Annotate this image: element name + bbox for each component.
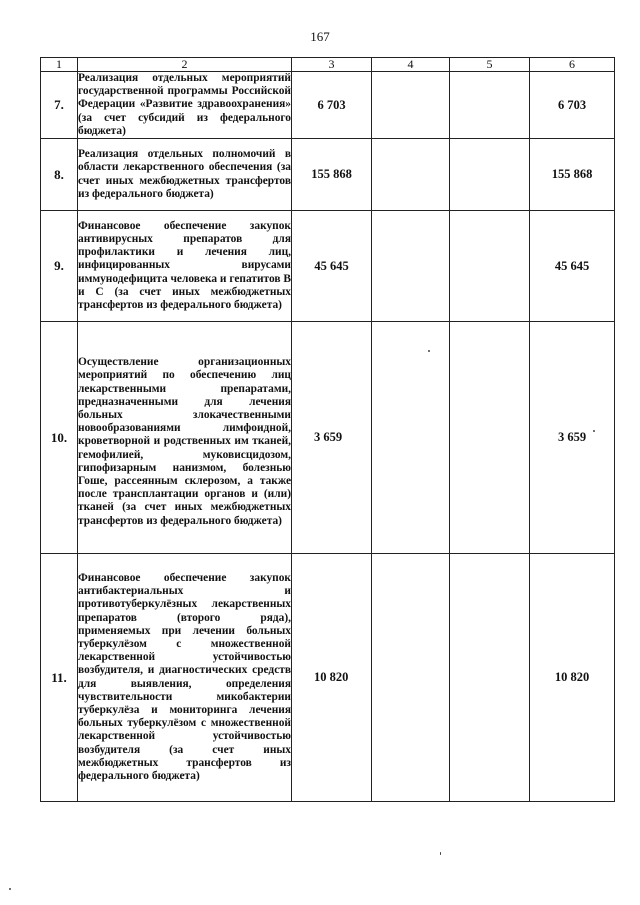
row-value-col5 [450, 72, 530, 139]
scan-speck [440, 852, 441, 855]
column-header-2: 2 [78, 58, 292, 72]
column-header-5: 5 [450, 58, 530, 72]
row-value-col5 [450, 211, 530, 322]
table-row [41, 211, 615, 322]
row-value-col5 [450, 554, 530, 802]
table-header-row [41, 58, 615, 72]
row-description: Финансовое обеспечение закупок антивирусных препаратов для профилактики и лечения лиц, инфицированных вирусами иммунодефицита человека и гепатитов В и С (за счет иных межбюджетных трансфертов из федерального бюджета) [78, 211, 292, 322]
row-number: 7. [41, 72, 78, 139]
row-value-col3: 45 645 [292, 211, 372, 322]
page-number: 167 [310, 29, 330, 44]
row-description: Реализация отдельных полномочий в области лекарственного обеспечения (за счет иных межбюджетных трансфертов из федерального бюджета) [78, 139, 292, 211]
row-value-col4 [372, 72, 450, 139]
row-value-col4 [372, 139, 450, 211]
table-row [41, 72, 615, 139]
column-header-4: 4 [372, 58, 450, 72]
row-value-col5 [450, 139, 530, 211]
row-number: 10. [41, 322, 78, 554]
row-description: Реализация отдельных мероприятий государственной программы Российской Федерации «Развитие здравоохранения» (за счет субсидий из федерального бюджета) [78, 72, 291, 137]
scan-speck [593, 430, 595, 432]
scan-speck [428, 350, 430, 352]
row-value-col3: 6 703 [292, 72, 372, 139]
row-value-col4 [372, 322, 450, 554]
column-header-1: 1 [41, 58, 78, 72]
column-header-6: 6 [530, 58, 615, 72]
row-value-col6: 45 645 [530, 211, 615, 322]
table-row [41, 554, 615, 802]
row-description: Осуществление организационных мероприятий по обеспечению лиц лекарственными препаратами, предназначенными для лечения больных злокачественными новообразованиями лимфоидной, кроветворной и родственных им тканей, гемофилией, муковисцидозом, гипофизарным нанизмом, болезнью Гоше, рассеянным склерозом, а также после трансплантации органов и (или) тканей (за счет иных межбюджетных трансфертов из федерального бюджета) [78, 322, 292, 554]
row-number: 11. [41, 554, 78, 802]
row-value-col6: 3 659 [530, 322, 615, 554]
row-description: Финансовое обеспечение закупок антибактериальных и противотуберкулёзных лекарственных препаратов (второго ряда), применяемых при лечении больных туберкулёзом с множественной лекарственной устойчивостью возбудителя, и диагностических средств для выявления, определения чувствительности микобактерии туберкулёза и мониторинга лечения больных туберкулёзом с множественной лекарственной устойчивостью возбудителя (за счет иных межбюджетных трансфертов из федерального бюджета) [78, 554, 292, 802]
scan-speck [9, 888, 11, 890]
row-value-col6: 6 703 [530, 72, 615, 139]
row-value-col3: 155 868 [292, 139, 372, 211]
row-number: 8. [41, 139, 78, 211]
budget-table [40, 57, 615, 802]
table-row [41, 322, 615, 554]
row-value-col3: 10 820 [292, 554, 372, 802]
table-row [41, 139, 615, 211]
row-value-col4 [372, 211, 450, 322]
row-number: 9. [41, 211, 78, 322]
row-value-col5 [450, 322, 530, 554]
column-header-3: 3 [292, 58, 372, 72]
row-value-col6: 155 868 [530, 139, 615, 211]
row-value-col4 [372, 554, 450, 802]
row-value-col6: 10 820 [530, 554, 615, 802]
row-value-col3: 3 659 [292, 322, 372, 554]
